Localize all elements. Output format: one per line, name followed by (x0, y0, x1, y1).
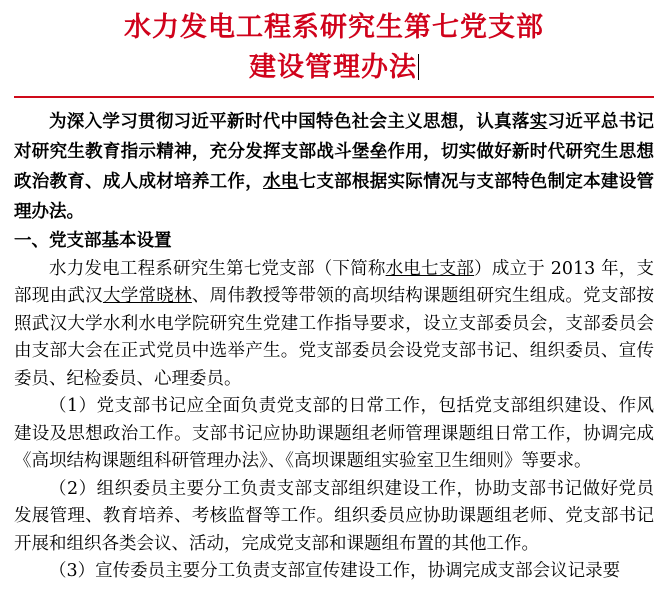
section-1-heading: 一、党支部基本设置 (14, 231, 172, 251)
intro-text-1: 为深入学习贯彻习近平新时代中国特色社会主义思想，认真落 (49, 112, 530, 132)
s1p1-underline-2: 大学常晓林 (102, 286, 192, 306)
intro-underline-2: 水电 (263, 172, 299, 192)
document-body (14, 107, 654, 586)
document-title-line-2-text: 建设管理办法 (249, 52, 417, 83)
section-1-paragraph-1 (14, 256, 654, 394)
document-title-line-2 (14, 48, 654, 88)
s1p1-part-1: 水力发电工程系研究生第七党支部（下简称 (49, 258, 386, 279)
intro-underline-1: 实 (529, 112, 548, 132)
text-cursor (418, 54, 419, 80)
section-1-item-3: （3）宣传委员主要分工负责支部宣传建设工作，协调完成支部会议记录要 (49, 561, 621, 581)
document-title-line-1: 水力发电工程系研究生第七党支部 (124, 12, 544, 43)
s1p1-part-2: ）成立于 2013 年，支部现由武汉 (14, 258, 655, 306)
title-divider (14, 96, 654, 100)
intro-paragraph (14, 107, 654, 227)
s1p1-underline-1: 水电七支部 (385, 258, 475, 279)
document-title-block (14, 8, 654, 88)
intro-text-2: 习近平总书记对研究生教育指示精神，充分发挥支部战斗堡垒作用，切实做好新时代研究生思想政治教育、成人成材培养工作， (14, 112, 655, 192)
section-1-item-1: （1）党支部书记应全面负责党支部的日常工作，包括党支部组织建设、作风建设及思想政治工作。支部书记应协助课题组老师管理课题组日常工作，协调完成《高坝结构课题组科研管理办法》、《高坝课题组实验室卫生细则》等要求。 (14, 396, 654, 471)
section-1-item-2: （2）组织委员主要分工负责支部支部组织建设工作，协助支部书记做好党员发展管理、教育培养、考核监督等工作。组织委员应协助课题组老师、党支部书记开展和组织各类会议、活动，完成党支部和课题组布置的其他工作。 (14, 478, 654, 554)
s1p1-part-3: 、周伟教授等带领的高坝结构课题组研究生组成。党支部按照武汉大学水利水电学院研究生党建工作指导要求，设立支部委员会，支部委员会由支部大会在正式党员中选举产生。党支部委员会设党支部书记、组织委员、宣传委员、纪检委员、心理委员。 (14, 286, 655, 389)
intro-text-3: 七支部根据实际情况与支部特色制定本建设管理办法。 (14, 172, 655, 222)
